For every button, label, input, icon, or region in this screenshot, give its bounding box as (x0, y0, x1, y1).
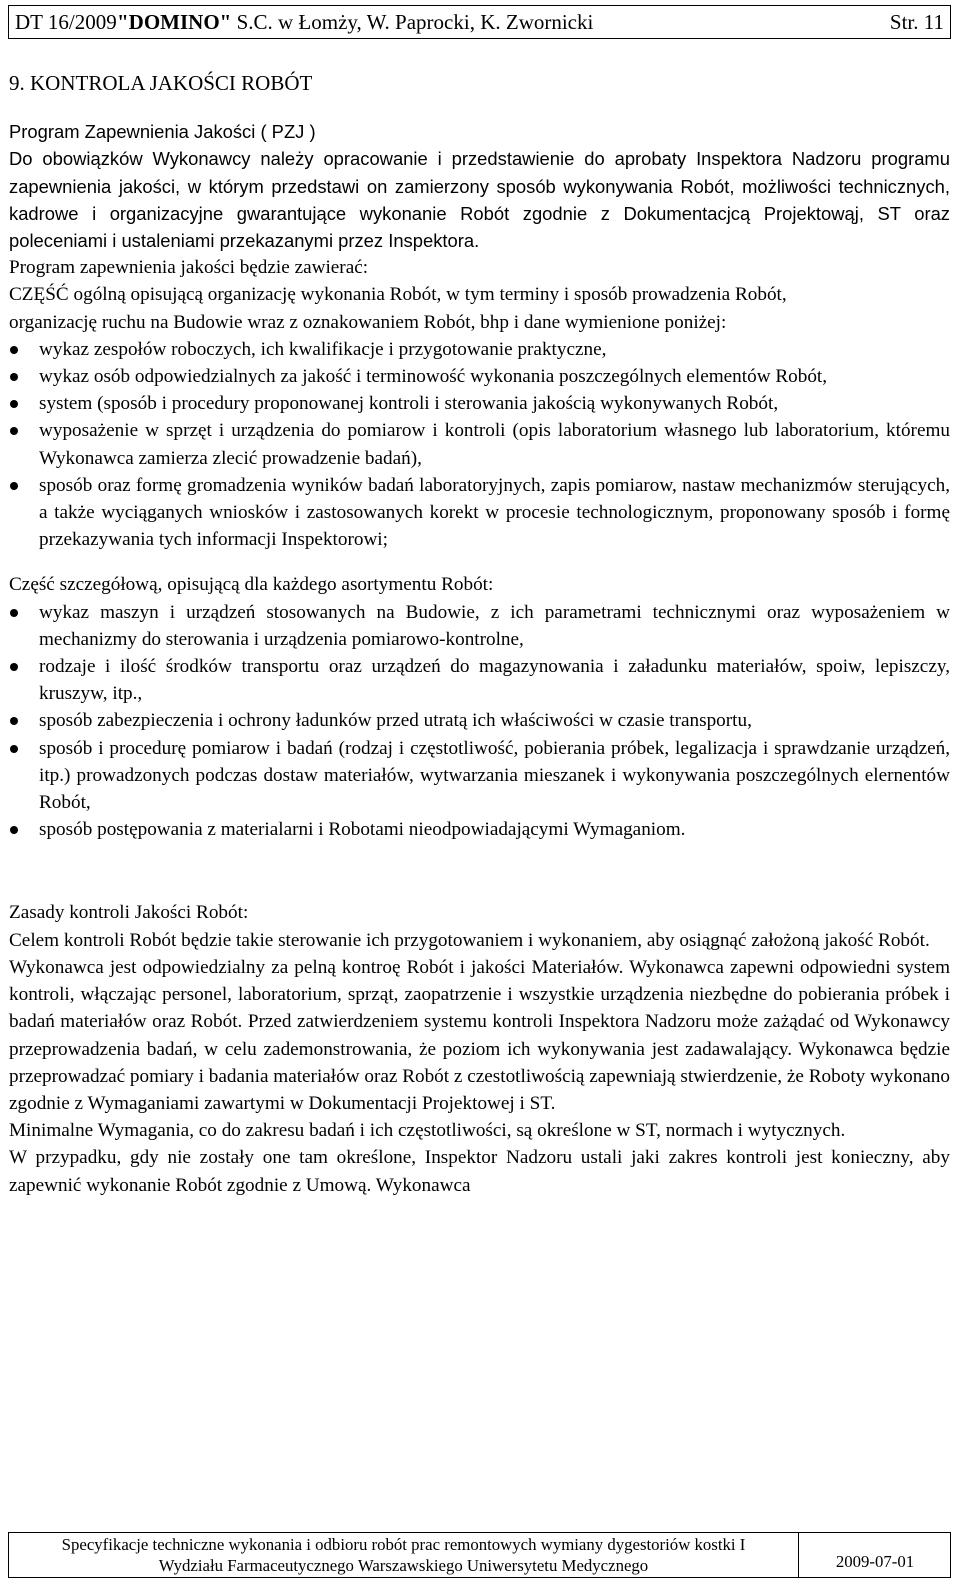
page-header (8, 5, 951, 39)
footer-description (9, 1533, 799, 1577)
list-item: wykaz maszyn i urządzeń stosowanych na Budowie, z ich parametrami technicznymi oraz wyposażeniem w mechanizmy do sterowania i urządzenia pomiarowo-kontrolne, (9, 599, 950, 653)
company-authors: S.C. w Łomży, W. Paprocki, K. Zwornicki (231, 10, 594, 34)
company-info (117, 6, 593, 38)
page-number: Str. 11 (889, 10, 944, 34)
pzj-heading: Program Zapewnienia Jakości ( PZJ ) (9, 121, 316, 143)
list-item: wykaz zespołów roboczych, ich kwalifikacje i przygotowanie praktyczne, (9, 336, 950, 363)
footer-line: Wydziału Farmaceutycznego Warszawskiego Uniwersytetu Medycznego (158, 1556, 649, 1575)
document-code: DT 16/2009 (15, 10, 117, 34)
rules-paragraph: Celem kontroli Robót będzie takie sterowanie ich przygotowaniem i wykonaniem, aby osiągnąć założoną jakość Robót. (9, 929, 930, 951)
list-item: sposób i procedurę pomiarow i badań (rodzaj i częstotliwość, pobierania próbek, legalizacja i sprawdzanie urządzeń, itp.) prowadzonych podczas dostaw materiałów, wytwarzania mieszanek i wykonywania poszczególnych elernentów Robót, (9, 735, 950, 817)
detail-bullet-list (9, 599, 950, 844)
general-part-prefix: CZĘŚĆ (9, 284, 69, 306)
list-item: wykaz osób odpowiedzialnych za jakość i terminowość wykonania poszczególnych elementów Robót, (9, 363, 950, 390)
document-body (9, 70, 950, 1199)
list-item: wyposażenie w sprzęt i urządzenia do pomiarow i kontroli (opis laboratorium własnego lub laboratorium, któremu Wykonawca zamierza zlecić prowadzenie badań), (9, 417, 950, 471)
rules-paragraph: Minimalne Wymagania, co do zakresu badań i ich częstotliwości, są określone w ST, normach i wytycznych. (9, 1120, 846, 1142)
section-title: 9. KONTROLA JAKOŚCI ROBÓT (9, 71, 313, 95)
intro-paragraph: Do obowiązków Wykonawcy należy opracowanie i przedstawienie do aprobaty Inspektora Nadzoru programu zapewnienia jakości, w którym przedstawi on zamierzony sposób wykonywania Robót, możliwości technicznych, kadrowe i organizacyjne gwarantujące wykonanie Robót zgodnie z Dokumentacjcą Projektowąj, ST oraz poleceniami i ustaleniami przekazanymi przez Inspektora. (9, 148, 950, 252)
general-part-text: ogólną opisującą organizację wykonania Robót, w tym terminy i sposób prowadzenia Robót, (68, 284, 787, 306)
company-name: "DOMINO" (117, 10, 232, 34)
organization-line: organizację ruchu na Budowie wraz z oznakowaniem Robót, bhp i dane wymienione poniżej: (9, 311, 727, 333)
page-footer (8, 1532, 951, 1578)
general-bullet-list (9, 336, 950, 554)
list-item: rodzaje i ilość środków transportu oraz urządzeń do magazynowania i załadunku materiałów, spoiw, lepiszczy, kruszyw, itp., (9, 653, 950, 707)
rules-paragraph: Wykonawca jest odpowiedzialny za pelną kontroę Robót i jakości Materiałów. Wykonawca zapewni odpowiedni system kontroli, włączając personel, laboratorium, sprząt, zaopatrzenie i wszystkie urządzenia niezbędne do pobierania próbek i badań materiałów oraz Robót. Przed zatwierdzeniem systemu kontroli Inspektora Nadzoru może zażądać od Wykonawcy przeprowadzenia badań, w celu zademonstrowania, że poziom ich wykonywania jest zadawalający. Wykonawca będzie przeprowadzać pomiary i badania materiałów oraz Robót z czestotliwością zapewniają stwierdzenie, że Roboty wykonano zgodnie z Wymaganiami zawartymi w Dokumentacji Projektowej i ST. (9, 956, 950, 1114)
footer-line: Specyfikacje techniczne wykonania i odbioru robót prac remontowych wymiany dygestoriów kostki I (61, 1535, 746, 1554)
list-item: sposób zabezpieczenia i ochrony ładunków przed utratą ich właściwości w czasie transportu, (9, 707, 950, 734)
detail-part-heading: Część szczegółową, opisującą dla każdego asortymentu Robót: (9, 574, 494, 596)
rules-heading: Zasady kontroli Jakości Robót: (9, 902, 249, 924)
program-line: Program zapewnienia jakości będzie zawierać: (9, 257, 369, 279)
spacer (9, 553, 950, 563)
rules-paragraph: W przypadku, gdy nie zostały one tam określone, Inspektor Nadzoru ustali jaki zakres kontroli jest konieczny, aby zapewnić wykonanie Robót zgodnie z Umową. Wykonawca (9, 1147, 950, 1196)
general-part (9, 281, 950, 308)
list-item: system (sposób i procedury proponowanej kontroli i sterowania jakością wykonywanych Robót, (9, 390, 950, 417)
footer-date: 2009-07-01 (835, 1552, 915, 1571)
list-item: sposób postępowania z materialarni i Robotami nieodpowiadającymi Wymaganiom. (9, 816, 950, 843)
list-item: sposób oraz formę gromadzenia wyników badań laboratoryjnych, zapis pomiarow, nastaw mechanizmów sterujących, a także wyciąganych wniosków i zastosowanych korekt w procesie technologicznym, proponowany sposób i formę przekazywania tych informacji Inspektorowi; (9, 472, 950, 554)
spacer (9, 843, 950, 899)
